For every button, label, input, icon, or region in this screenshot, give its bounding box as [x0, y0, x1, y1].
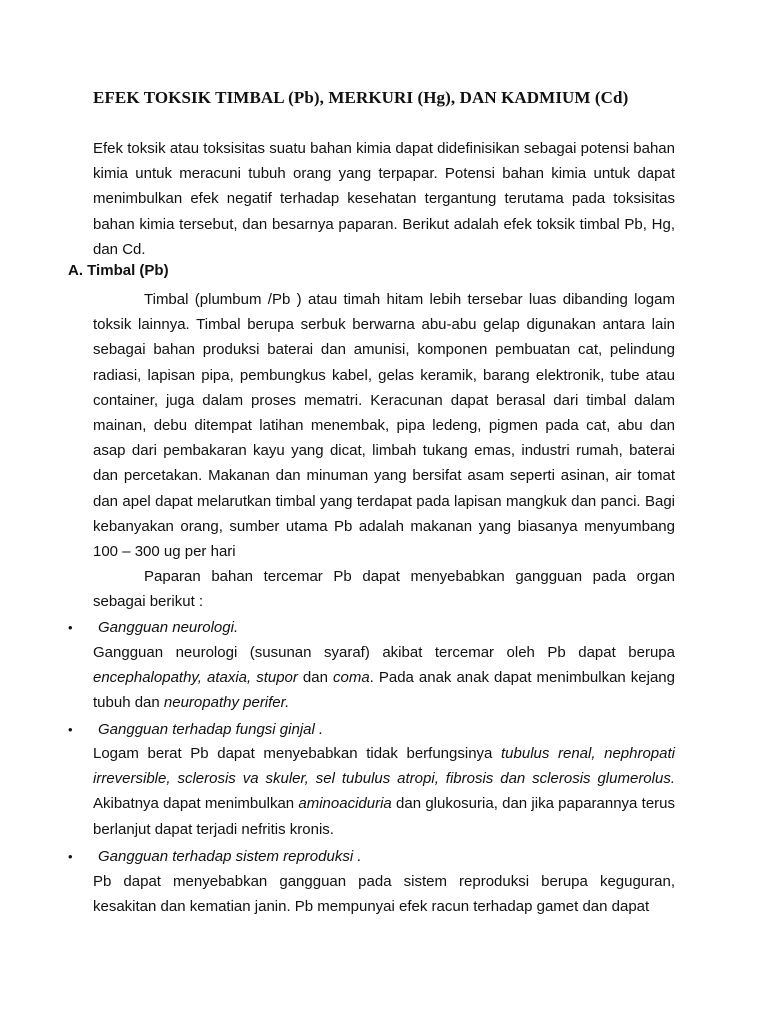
intro-paragraph: Efek toksik atau toksisitas suatu bahan kimia dapat didefinisikan sebagai potensi bahan kimia untuk meracuni tubuh orang yang terpapar. Potensi bahan kimia untuk dapat menimbulkan efek negatif terhadap kesehatan tergantung terutama pada toksisitas bahan kimia tersebut, dan besarnya paparan. Berikut adalah efek toksik timbal Pb, Hg, dan Cd. — [93, 140, 675, 258]
section-heading-timbal: A. Timbal (Pb) — [68, 262, 169, 279]
text-run: dan glukosuria, dan jika paparannya terus berlanjut dapat terjadi nefritis kronis. — [93, 795, 675, 838]
text-run: Akibatnya dapat menimbulkan — [93, 795, 299, 813]
text-run: dan — [297, 669, 333, 687]
text-run: Pb dapat menyebabkan gangguan pada sistem reproduksi berupa keguguran, kesakitan dan kematian janin. Pb mempunyai efek racun terhadap gamet dan dapat — [93, 873, 675, 916]
timbal-paragraph: Timbal (plumbum /Pb ) atau timah hitam lebih tersebar luas dibanding logam toksik lainnya. Timbal berupa serbuk berwarna abu-abu gelap digunakan antara lain sebagai bahan produksi baterai dan amunisi, komponen pembuatan cat, pelindung radiasi, lapisan pipa, pembungkus kabel, gelas keramik, barang elektronik, tube atau container, juga dalam proses mematri. Keracunan dapat berasal dari timbal dalam mainan, debu ditempat latihan menembak, pipa ledeng, pigmen pada cat, abu dan asap dari pembakaran kayu yang dicat, limbah tukang emas, industri rumah, baterai dan percetakan. Makanan dan minuman yang bersifat asam seperti asinan, air tomat dan apel dapat melarutkan timbal yang terdapat pada lapisan mangkuk dan panci. Bagi kebanyakan orang, sumber utama Pb adalah makanan yang biasanya menyumbang 100 – 300 ug per hari — [93, 291, 675, 561]
italic-term: tubulus renal, nephropati irreversible, sclerosis va skuler, sel tubulus atropi, fibrosis dan sclerosis glumerolus. — [93, 745, 675, 788]
italic-term: encephalopathy, ataxia, stupor — [93, 669, 298, 687]
neurologi-description — [93, 640, 675, 716]
italic-term: coma — [332, 669, 370, 687]
text-run: . Pada anak anak dapat menimbulkan kejang tubuh dan — [93, 669, 675, 712]
reproduksi-description — [93, 869, 675, 919]
text-run: Logam berat Pb dapat menyebabkan tidak berfungsinya — [93, 745, 501, 762]
organ-intro-paragraph: Paparan bahan tercemar Pb dapat menyebabkan gangguan pada organ sebagai berikut : — [93, 568, 675, 611]
bullet-icon: • — [68, 620, 73, 635]
bullet-icon: • — [68, 722, 73, 737]
bullet-icon: • — [68, 849, 73, 864]
bullet-title: Gangguan terhadap fungsi ginjal . — [98, 721, 324, 738]
ginjal-description — [93, 741, 675, 842]
document-title: EFEK TOKSIK TIMBAL (Pb), MERKURI (Hg), DAN KADMIUM (Cd) — [93, 88, 629, 107]
italic-term: neuropathy perifer. — [163, 694, 290, 712]
italic-term: aminoaciduria — [298, 795, 392, 813]
text-run: Gangguan neurologi (susunan syaraf) akibat tercemar oleh Pb dapat berupa — [93, 644, 675, 661]
bullet-title: Gangguan neurologi. — [98, 619, 239, 636]
bullet-title: Gangguan terhadap sistem reproduksi . — [98, 848, 362, 865]
